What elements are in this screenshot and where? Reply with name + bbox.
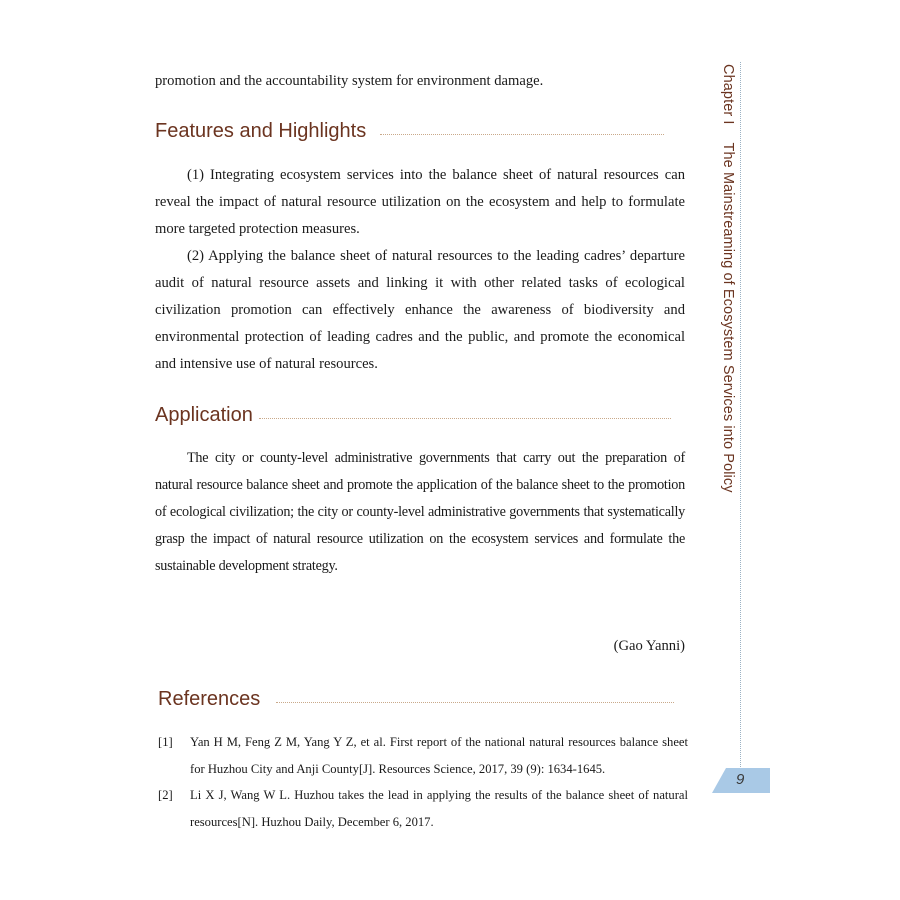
heading-dotted-leader [259,418,671,419]
author-signature: (Gao Yanni) [613,638,685,654]
heading-dotted-leader [380,134,664,135]
features-heading [155,120,664,143]
reference-item [158,729,688,783]
features-item-1: (1) Integrating ecosystem services into the balance sheet of natural resources can reveal the impact of natural resource utilization on the ecosystem and help to formulate more targeted protection measures. [155,167,685,237]
sidebar-dotted-rule [740,62,741,767]
chapter-title: The Mainstreaming of Ecosystem Services into Policy [720,142,736,493]
application-heading [155,404,671,427]
heading-dotted-leader [276,702,674,703]
reference-number: [2] [158,788,173,802]
chapter-label: Chapter I [720,64,736,125]
application-paragraph: The city or county-level administrative governments that carry out the preparation of natural resource balance sheet and promote the application of the balance sheet to the promotion of ecological civilization; the city or county-level administrative governments that systematically grasp the impact of natural resource utilization on the ecosystem services and formulate the sustainable development strategy. [155,450,685,574]
reference-text: Li X J, Wang W L. Huzhou takes the lead in applying the results of the balance sheet of natural resources[N]. Huzhou Daily, December 6, 2017. [190,788,688,829]
reference-number: [1] [158,735,173,749]
references-heading [158,688,674,711]
chapter-running-header [720,64,736,493]
lead-paragraph: promotion and the accountability system for environment damage. [155,73,544,89]
reference-text: Yan H M, Feng Z M, Yang Y Z, et al. First report of the national natural resources balance sheet for Huzhou City and Anji County[J]. Resources Science, 2017, 39 (9): 1634-1645. [190,735,688,776]
features-heading-text: Features and Highlights [155,120,367,142]
page-number: 9 [736,771,745,788]
features-item-2: (2) Applying the balance sheet of natural resources to the leading cadres’ departure audit of natural resource assets and linking it with other related tasks of ecological civilization promotion can effectively enhance the awareness of biodiversity and environmental protection of leading cadres and the public, and promote the economical and intensive use of natural resources. [155,248,685,372]
reference-item [158,782,688,836]
references-heading-text: References [158,688,261,710]
application-heading-text: Application [155,404,253,426]
